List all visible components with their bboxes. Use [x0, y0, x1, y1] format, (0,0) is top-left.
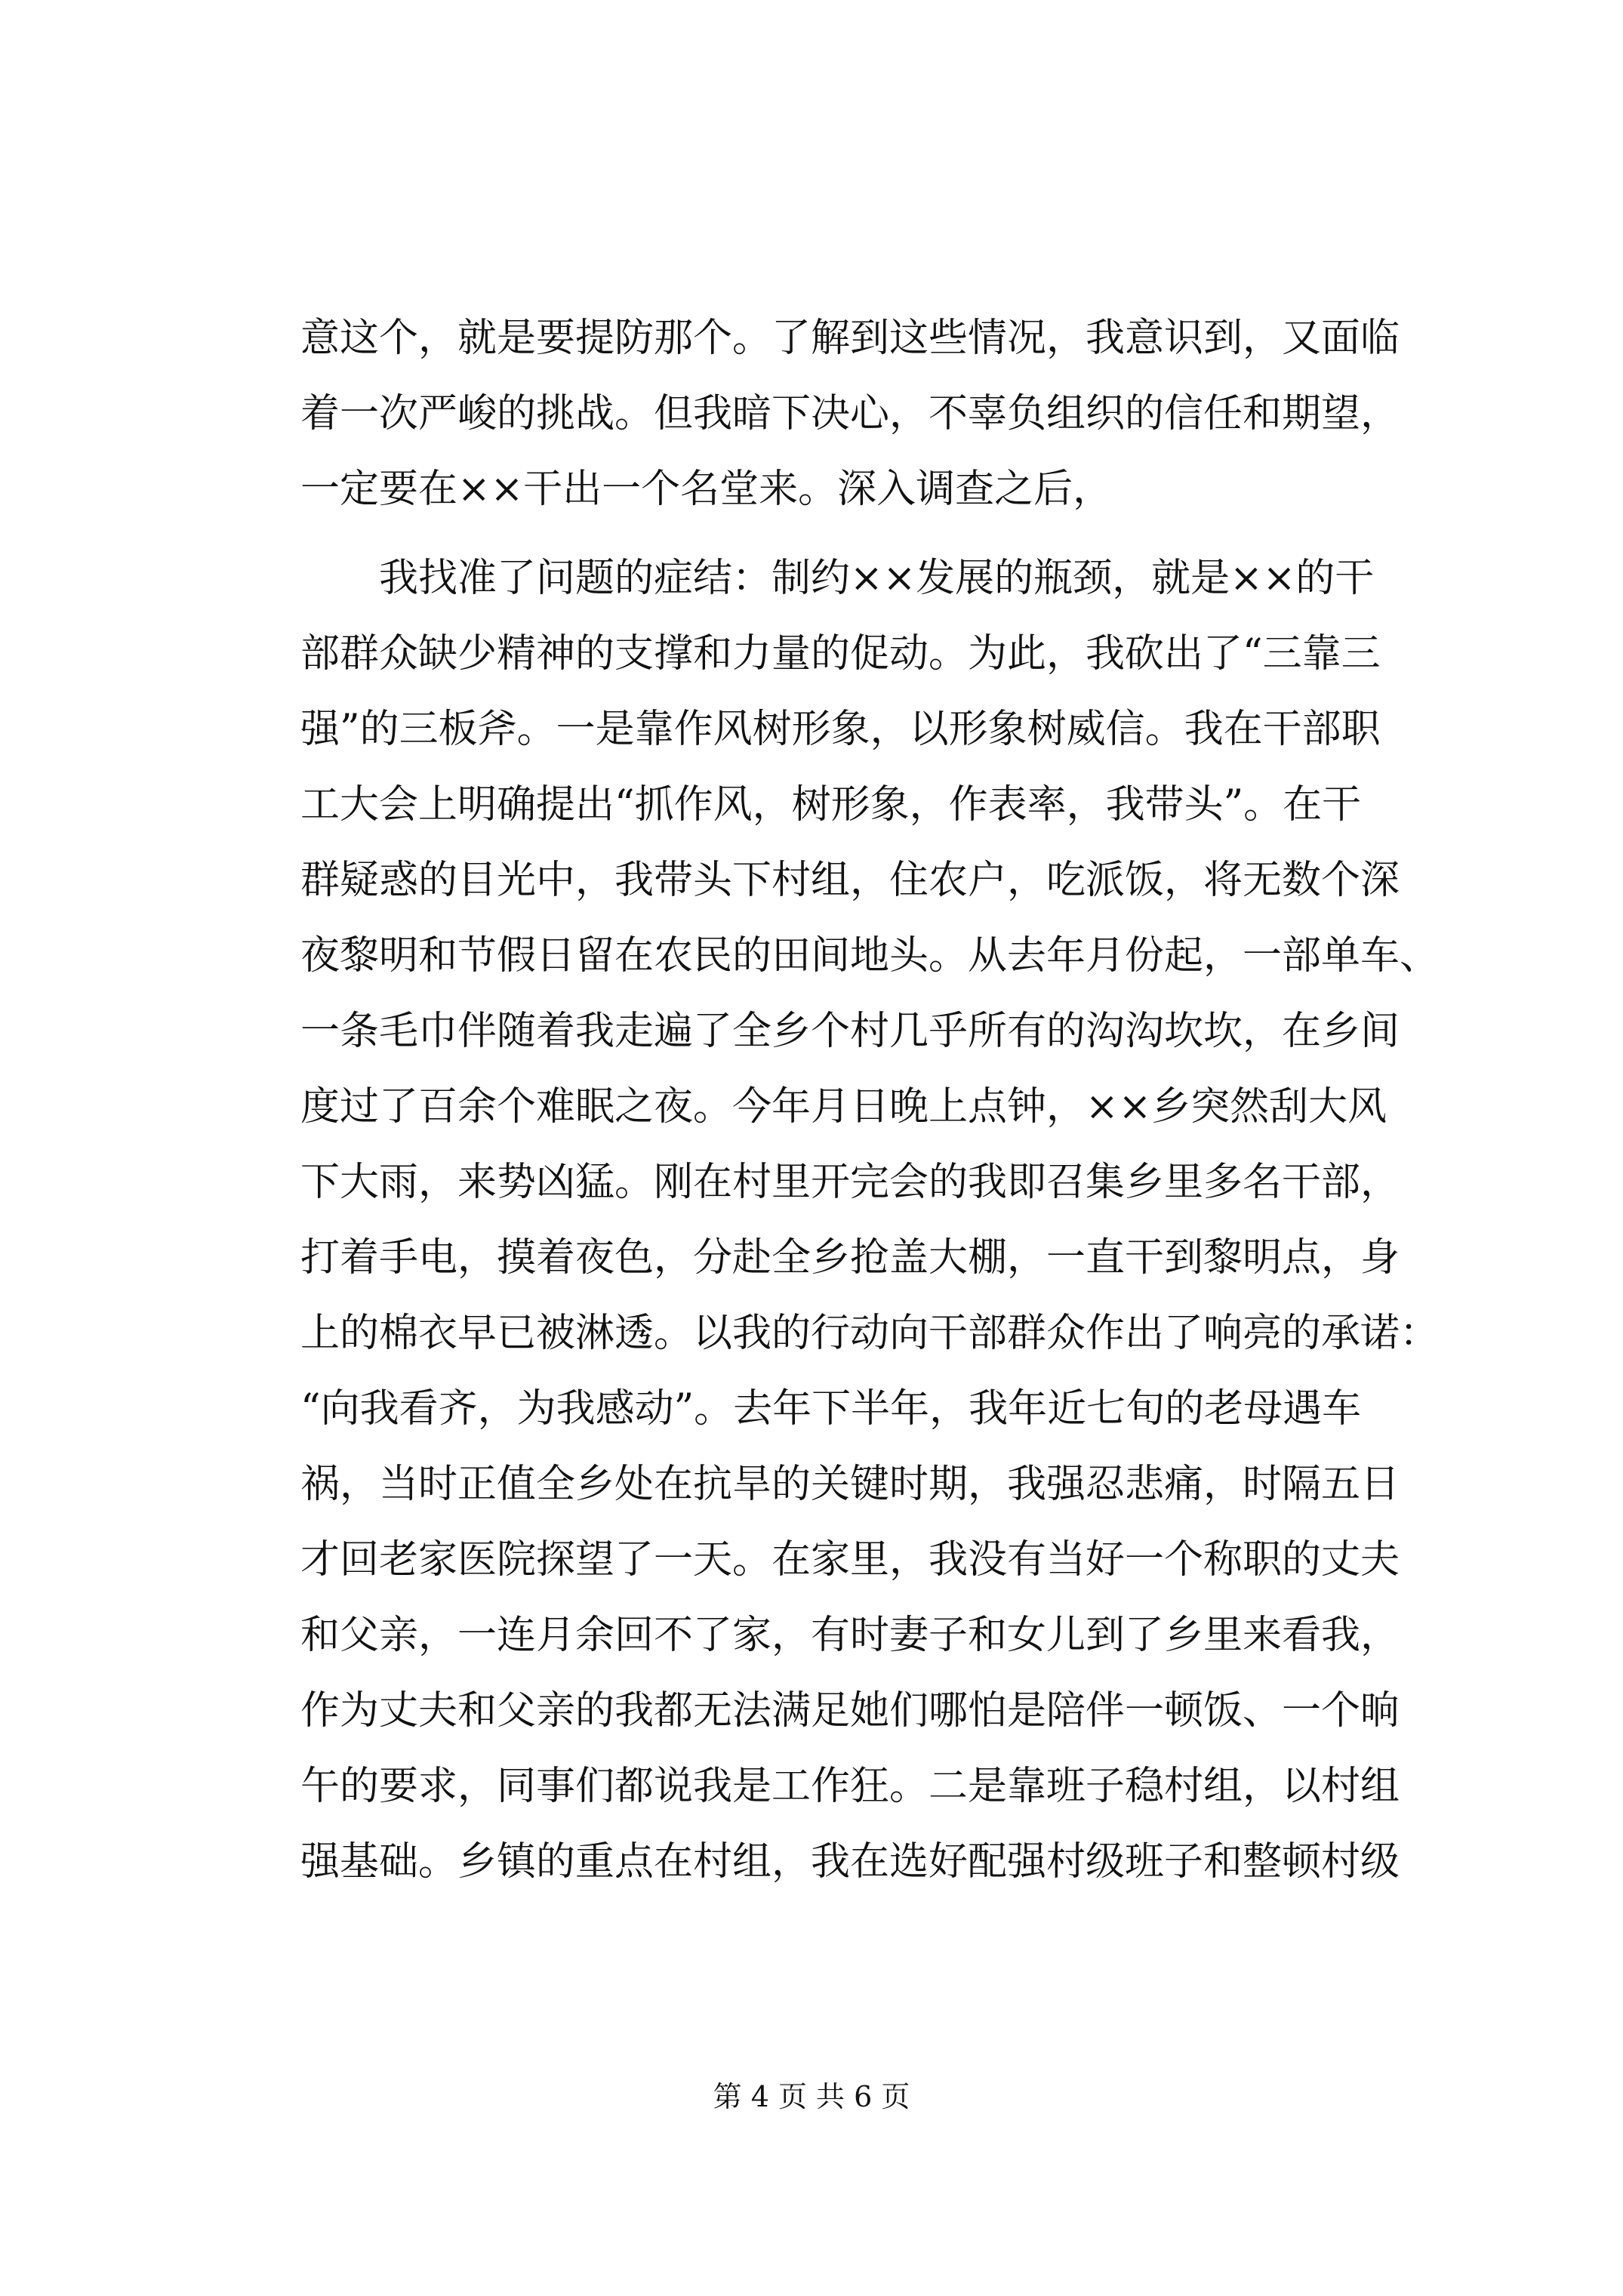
- text-line: 夜黎明和节假日留在农民的田间地头。从去年月份起，一部单车、: [300, 933, 1440, 978]
- text-line: 祸，当时正值全乡处在抗旱的关键时期，我强忍悲痛，时隔五日: [300, 1462, 1400, 1507]
- text-line: 一定要在××干出一个名堂来。深入调查之后，: [300, 467, 1113, 512]
- text-line: 作为丈夫和父亲的我都无法满足她们哪怕是陪伴一顿饭、一个晌: [300, 1688, 1400, 1734]
- text-line: 上的棉衣早已被淋透。以我的行动向干部群众作出了响亮的承诺：: [300, 1311, 1440, 1356]
- text-line: 和父亲，一连月余回不了家，有时妻子和女儿到了乡里来看我，: [300, 1613, 1400, 1658]
- text-line: 工大会上明确提出“抓作风，树形象，作表率，我带头”。在干: [300, 782, 1362, 827]
- body-text: [300, 300, 1440, 1900]
- text-line: 着一次严峻的挑战。但我暗下决心，不辜负组织的信任和期望，: [300, 391, 1400, 436]
- page-footer: [0, 2078, 1623, 2116]
- page-number-label: 第 4 页 共 6 页: [713, 2080, 910, 2113]
- text-line: 部群众缺少精神的支撑和力量的促动。为此，我砍出了“三靠三: [300, 631, 1381, 676]
- text-line: 强”的三板斧。一是靠作风树形象，以形象树威信。我在干部职: [300, 707, 1381, 752]
- text-line: 下大雨，来势凶猛。刚在村里开完会的我即召集乡里多名干部，: [300, 1160, 1400, 1205]
- text-line: 群疑惑的目光中，我带头下村组，住农户，吃派饭，将无数个深: [300, 858, 1400, 903]
- text-line: 强基础。乡镇的重点在村组，我在选好配强村级班子和整顿村级: [300, 1839, 1400, 1885]
- paragraph-first-line: 我找准了问题的症结：制约××发展的瓶颈，就是××的干: [379, 556, 1375, 601]
- text-line: “向我看齐，为我感动”。去年下半年，我年近七旬的老母遇车: [300, 1386, 1362, 1432]
- text-line: 意这个，就是要提防那个。了解到这些情况，我意识到，又面临: [300, 316, 1400, 361]
- text-line: 才回老家医院探望了一天。在家里，我没有当好一个称职的丈夫: [300, 1537, 1400, 1583]
- text-line: 一条毛巾伴随着我走遍了全乡个村几乎所有的沟沟坎坎，在乡间: [300, 1009, 1400, 1054]
- text-line: 午的要求，同事们都说我是工作狂。二是靠班子稳村组，以村组: [300, 1764, 1400, 1809]
- text-line: 打着手电，摸着夜色，分赴全乡抢盖大棚，一直干到黎明点，身: [300, 1235, 1400, 1281]
- text-line: 度过了百余个难眠之夜。今年月日晚上点钟，××乡突然刮大风: [300, 1084, 1387, 1130]
